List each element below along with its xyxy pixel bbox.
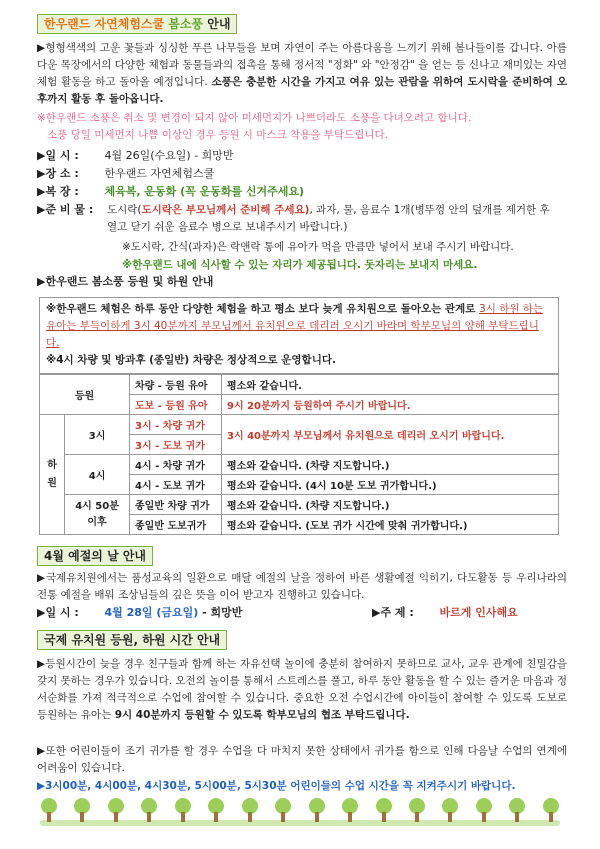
table-row: [40, 415, 559, 435]
tree-icon: [475, 798, 493, 822]
departure-cell: 하원: [40, 415, 65, 535]
heading-part-2: 봄소풍: [168, 17, 204, 31]
type-cell: 도보 - 등원 유아: [130, 395, 222, 415]
tree-icon: [174, 798, 192, 822]
commute-notice: [39, 297, 559, 374]
intro-text-a: 형형색색의 고운 꽃들과 싱싱한 푸른 나무들을 보며 자연이 주는 아름다움을 느끼기 위해 봄나들이를 갑니다. 아름다운 목장에서의 다양한 체험과 동물들과의 접촉을 통해 정서적 "정화" 와 "안정감" 을 얻는 등 신나고 재미있는 자연 체험 활동을 하고 돌아올 예정입니다.: [37, 42, 567, 88]
etiquette-theme-row: [372, 605, 518, 621]
place-label: ▶장 소 :: [37, 167, 79, 180]
section-heading-etiquette: [37, 546, 153, 566]
dress-label: ▶복 장 :: [37, 185, 79, 198]
notice-a: ※한우랜드 체험은 하루 동안 다양한 체험을 하고 평소 보다 늦게 유치원으로 돌아오는 관계로: [46, 303, 480, 315]
section-heading-hours: [37, 630, 227, 650]
tree-decoration: [40, 798, 560, 824]
tree-icon: [441, 798, 459, 822]
warning-line-2: 소풍 당일 미세먼지 나쁨 이상인 경우 등원 시 마스크 착용을 부탁드립니다.: [47, 129, 389, 141]
type-cell: 3시 - 차량 귀가: [130, 415, 222, 435]
tree-icon: [375, 798, 393, 822]
etiquette-body: ▶국제유치원에서는 품성교육의 일환으로 매달 예절의 날을 정하여 바른 생활예절 익히기, 다도활동 등 우리나라의 전통 예절을 배워 조상님들의 깊은 뜻을 이어 받고자 진행하고 있습니다.: [37, 572, 567, 601]
notice-b: 3시 하원 하는 유아는 부득이하게 3시 40분까지 부모님께서 유치원으로 데리러 오시기 바라며 학부모님의 양해 부탁드립니다.: [46, 303, 544, 349]
table-row: [40, 495, 559, 515]
tree-icon: [107, 798, 125, 822]
prep-a: 도시락(: [107, 204, 142, 216]
tree-icon: [207, 798, 225, 822]
sub-cell: 3시: [65, 415, 130, 455]
commute-title: ▶한우랜드 봄소풍 등원 및 하원 안내: [37, 275, 214, 288]
table-row: [40, 375, 559, 395]
etiquette-heading-text: 4월 예절의 날 안내: [44, 549, 147, 563]
tree-icon: [73, 798, 91, 822]
prep-note-2: [122, 257, 562, 274]
note-cell: 평소와 같습니다. (차량 지도합니다.): [222, 495, 559, 515]
heading-part-1: 한우랜드 자연체험스쿨: [44, 17, 169, 31]
etiquette-date-value: 4월 28일 (금요일): [104, 606, 199, 619]
dust-warning: [37, 110, 567, 144]
intro-text-b: 소풍은 충분한 시간을 가지고 여유 있는 관람을 위하여 도시락을 준비하여 오후까지 활동 후 돌아옵니다.: [37, 76, 567, 105]
hours-paragraph-1: [37, 656, 567, 724]
prep-note-1-text: ※도시락, 간식(과자)은 락앤락 통에 유아가 먹을 만큼만 넣어서 보내 주시기 바랍니다.: [122, 241, 514, 253]
tree-icon: [508, 798, 526, 822]
date-row: [37, 148, 234, 164]
prep-label: ▶준 비 물 :: [37, 203, 94, 216]
sub-cell: 4시 50분 이후: [65, 495, 130, 535]
type-cell: 4시 - 차량 귀가: [130, 455, 222, 475]
hours-paragraph-2: ▶또한 어린이들이 조기 귀가를 할 경우 수업을 다 마치지 못한 상태에서 귀가를 함으로 인해 다음날 수업의 연계에 어려움이 있습니다.: [37, 745, 567, 774]
type-cell: 3시 - 도보 귀가: [130, 435, 222, 455]
date-label: ▶일 시 :: [37, 149, 79, 162]
dress-value: 체육복, 운동화 (꼭 운동화를 신겨주세요): [104, 185, 305, 198]
type-cell: 4시 - 도보 귀가: [130, 475, 222, 495]
tree-icon: [274, 798, 292, 822]
warning-line-1: ※한우랜드 소풍은 취소 및 변경이 되지 않아 미세먼지가 나쁘더라도 소풍을 다녀오려고 합니다.: [37, 112, 472, 124]
table-row: [40, 455, 559, 475]
hours-p1-b: 9시 40분까지 등원할 수 있도록 학부모님의 협조 부탁드립니다.: [114, 709, 410, 721]
prep-items: [107, 202, 562, 236]
intro-bullet: ▶: [37, 42, 46, 54]
note-cell: 3시 40분까지 부모님께서 유치원으로 데리러 오시기 바랍니다.: [222, 415, 559, 455]
dress-row: [37, 184, 304, 200]
notice-c: ※4시 차량 및 방과후 (종일반) 차량은 정상적으로 운영합니다.: [46, 354, 336, 366]
etiquette-date-suffix: - 희망반: [198, 606, 243, 619]
tree-icon: [408, 798, 426, 822]
sub-cell: 4시: [65, 455, 130, 495]
tree-icon: [40, 798, 58, 822]
place-value: 한우랜드 자연체험스쿨: [104, 167, 215, 180]
arrival-cell: 등원: [40, 375, 130, 415]
heading-part-3: 안내: [203, 17, 231, 31]
prep-label-row: [37, 202, 101, 218]
note-cell: 9시 20분까지 등원하여 주시기 바랍니다.: [222, 395, 559, 415]
note-cell: 평소와 같습니다. (4시 10분 도보 귀가합니다.): [222, 475, 559, 495]
picnic-intro: [37, 40, 567, 108]
type-cell: 종일반 차량 귀가: [130, 495, 222, 515]
note-cell: 평소와 같습니다.: [222, 375, 559, 395]
prep-note-2-text: ※한우랜드 내에 식사할 수 있는 자리가 제공됩니다. 돗자리는 보내지 마세요.: [122, 259, 478, 271]
date-value: 4월 26일(수요일) - 희망반: [104, 149, 234, 162]
tree-icon: [140, 798, 158, 822]
hours-heading-text: 국제 유치원 등원, 하원 시간 안내: [44, 633, 221, 647]
note-cell: 평소와 같습니다. (차량 지도합니다.): [222, 455, 559, 475]
tree-icon: [341, 798, 359, 822]
prep-c: , 과자, 물, 음료수 1개(병뚜껑 안의 덮개를 제거한 후 열고 닫기 쉬운 음료수 병으로 보내주시기 바랍니다.): [107, 204, 550, 233]
place-row: [37, 166, 214, 182]
etiquette-date-label: ▶일 시 :: [37, 606, 79, 619]
tree-icon: [241, 798, 259, 822]
etiquette-theme-value: 바르게 인사해요: [439, 606, 518, 619]
tree-icon: [542, 798, 560, 822]
schedule-table: [39, 374, 559, 535]
etiquette-theme-label: ▶주 제 :: [372, 606, 414, 619]
note-cell: 평소와 같습니다. (도보 귀가 시간에 맞춰 귀가합니다.): [222, 515, 559, 535]
hours-p1-a: ▶등원시간이 늦을 경우 친구들과 함께 하는 자유선택 놀이에 충분히 참여하지 못하므로 교사, 교우 관계에 친밀감을 갖지 못하는 경우가 있습니다. 오전의 놀이를 통해서 스트레스를 풀고, 하루 동안 활동을 할 수 있는 즐거운 마음과 정서순화를 가져 적극적으로 수업에 참여할 수 있습니다. 중요한 오전 수업시간에 아이들이 참여할 수 있도록 도보로 등원하는 유아는: [37, 658, 567, 721]
hours-paragraph-3: ▶3시00분, 4시00분, 4시30분, 5시00분, 5시30분 어린이들의 수업 시간을 꼭 지켜주시기 바랍니다.: [37, 780, 516, 792]
etiquette-date-row: [37, 605, 242, 621]
prep-b: 도시락은 부모님께서 준비해 주세요): [141, 204, 310, 216]
prep-note-1: [122, 239, 562, 256]
type-cell: 차량 - 등원 유아: [130, 375, 222, 395]
type-cell: 종일반 도보귀가: [130, 515, 222, 535]
section-heading-picnic: [37, 14, 237, 34]
tree-icon: [308, 798, 326, 822]
